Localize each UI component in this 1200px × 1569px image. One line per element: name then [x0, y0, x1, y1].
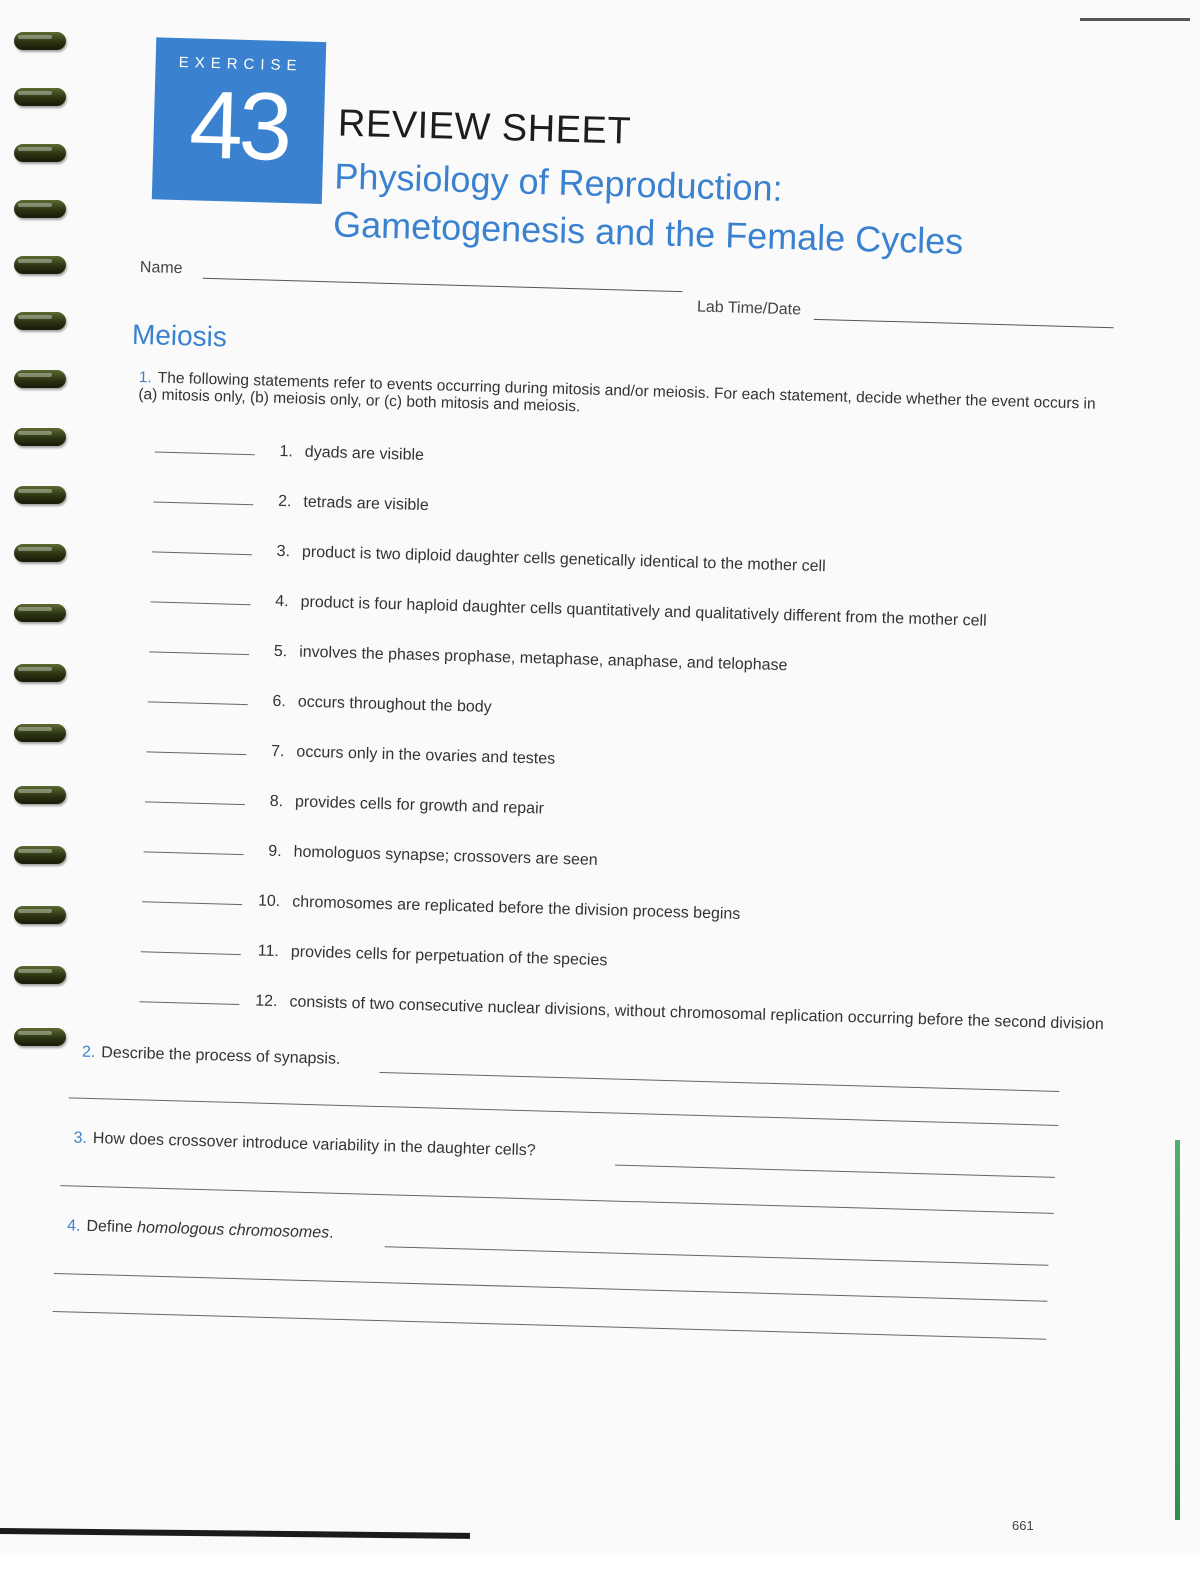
section-heading: Meiosis: [131, 318, 228, 353]
answer-line[interactable]: [69, 1097, 1059, 1126]
answer-line[interactable]: [385, 1246, 1049, 1266]
name-field: [140, 259, 683, 292]
question-4: [67, 1217, 334, 1242]
answer-line[interactable]: [54, 1273, 1048, 1302]
page-subtitle: [333, 152, 966, 266]
item-number: 1.: [279, 442, 294, 461]
item-text: product is two diploid daughter cells genetically identical to the mother cell: [301, 543, 826, 576]
name-blank[interactable]: [203, 278, 683, 292]
item-number: 4.: [275, 592, 289, 611]
page-title: REVIEW SHEET: [337, 102, 632, 153]
exercise-number: 43: [188, 71, 290, 182]
answer-blank[interactable]: [152, 551, 252, 555]
answer-blank[interactable]: [155, 451, 255, 455]
answer-blank[interactable]: [148, 701, 248, 705]
name-label: Name: [139, 258, 183, 278]
answer-blank[interactable]: [139, 1001, 239, 1005]
item-number: 9.: [268, 842, 282, 861]
item-number: 3.: [276, 542, 291, 561]
question-number: 4.: [66, 1217, 81, 1235]
answer-blank[interactable]: [146, 751, 246, 755]
item-text: homologuos synapse; crossovers are seen: [293, 843, 598, 869]
item-number: 12.: [254, 992, 278, 1011]
exercise-label: EXERCISE: [178, 53, 303, 75]
question-1-text: The following statements refer to events occurring during mitosis and/or meiosis. For each statement, decide whether the event occurs in (a) mitosis only, (b) meiosis only, or (c) both mitosis and meiosis.: [138, 369, 1096, 416]
item-text: chromosomes are replicated before the division process begins: [292, 893, 741, 923]
item-text: occurs only in the ovaries and testes: [296, 743, 556, 768]
answer-blank[interactable]: [149, 651, 249, 655]
item-number: 8.: [269, 792, 284, 811]
item-number: 2.: [277, 492, 292, 511]
item-number: 10.: [257, 892, 281, 911]
question-3: [73, 1129, 536, 1160]
subtitle-line-1: Physiology of Reproduction:: [333, 155, 784, 209]
labtime-field: [697, 299, 1114, 329]
question-4-prefix: Define: [86, 1217, 138, 1237]
question-4-term: homologous chromosomes: [136, 1219, 330, 1242]
answer-line[interactable]: [379, 1072, 1059, 1092]
answer-line[interactable]: [615, 1165, 1055, 1178]
labtime-blank[interactable]: [813, 319, 1113, 328]
item-number: 7.: [270, 742, 285, 761]
item-text: provides cells for growth and repair: [294, 793, 545, 818]
answer-blank[interactable]: [142, 901, 242, 905]
item-text: dyads are visible: [304, 443, 425, 464]
question-number: 1.: [138, 369, 152, 387]
question-number: 3.: [73, 1129, 88, 1147]
answer-line[interactable]: [53, 1311, 1047, 1340]
exercise-badge: [152, 37, 326, 204]
answer-blank[interactable]: [141, 951, 241, 955]
item-text: involves the phases prophase, metaphase, anaphase, and telophase: [298, 643, 788, 675]
statement-list: [138, 439, 1114, 1066]
item-number: 5.: [273, 642, 288, 661]
answer-blank[interactable]: [151, 601, 251, 605]
question-4-suffix: .: [328, 1224, 334, 1242]
question-number: 2.: [81, 1043, 96, 1062]
answer-blank[interactable]: [153, 501, 253, 505]
page-number: 661: [1012, 1518, 1034, 1533]
question-2: [82, 1044, 341, 1069]
labtime-label: Lab Time/Date: [696, 298, 802, 319]
answer-line[interactable]: [60, 1185, 1054, 1214]
subtitle-line-2: Gametogenesis and the Female Cycles: [332, 203, 964, 262]
item-number: 6.: [272, 692, 287, 711]
question-2-text: Describe the process of synapsis.: [101, 1044, 341, 1068]
item-number: 11.: [257, 942, 280, 961]
item-text: tetrads are visible: [303, 493, 429, 515]
item-text: consists of two consecutive nuclear divisions, without chromosomal replication occurring before the second division: [289, 993, 1104, 1034]
answer-blank[interactable]: [145, 801, 245, 805]
question-1-intro: [138, 369, 1119, 430]
question-3-text: How does crossover introduce variability in the daughter cells?: [92, 1130, 536, 1160]
answer-blank[interactable]: [144, 851, 244, 855]
item-text: occurs throughout the body: [297, 693, 492, 716]
item-text: provides cells for perpetuation of the species: [290, 943, 608, 970]
item-text: product is four haploid daughter cells quantitatively and qualitatively different from the mother cell: [300, 593, 987, 630]
